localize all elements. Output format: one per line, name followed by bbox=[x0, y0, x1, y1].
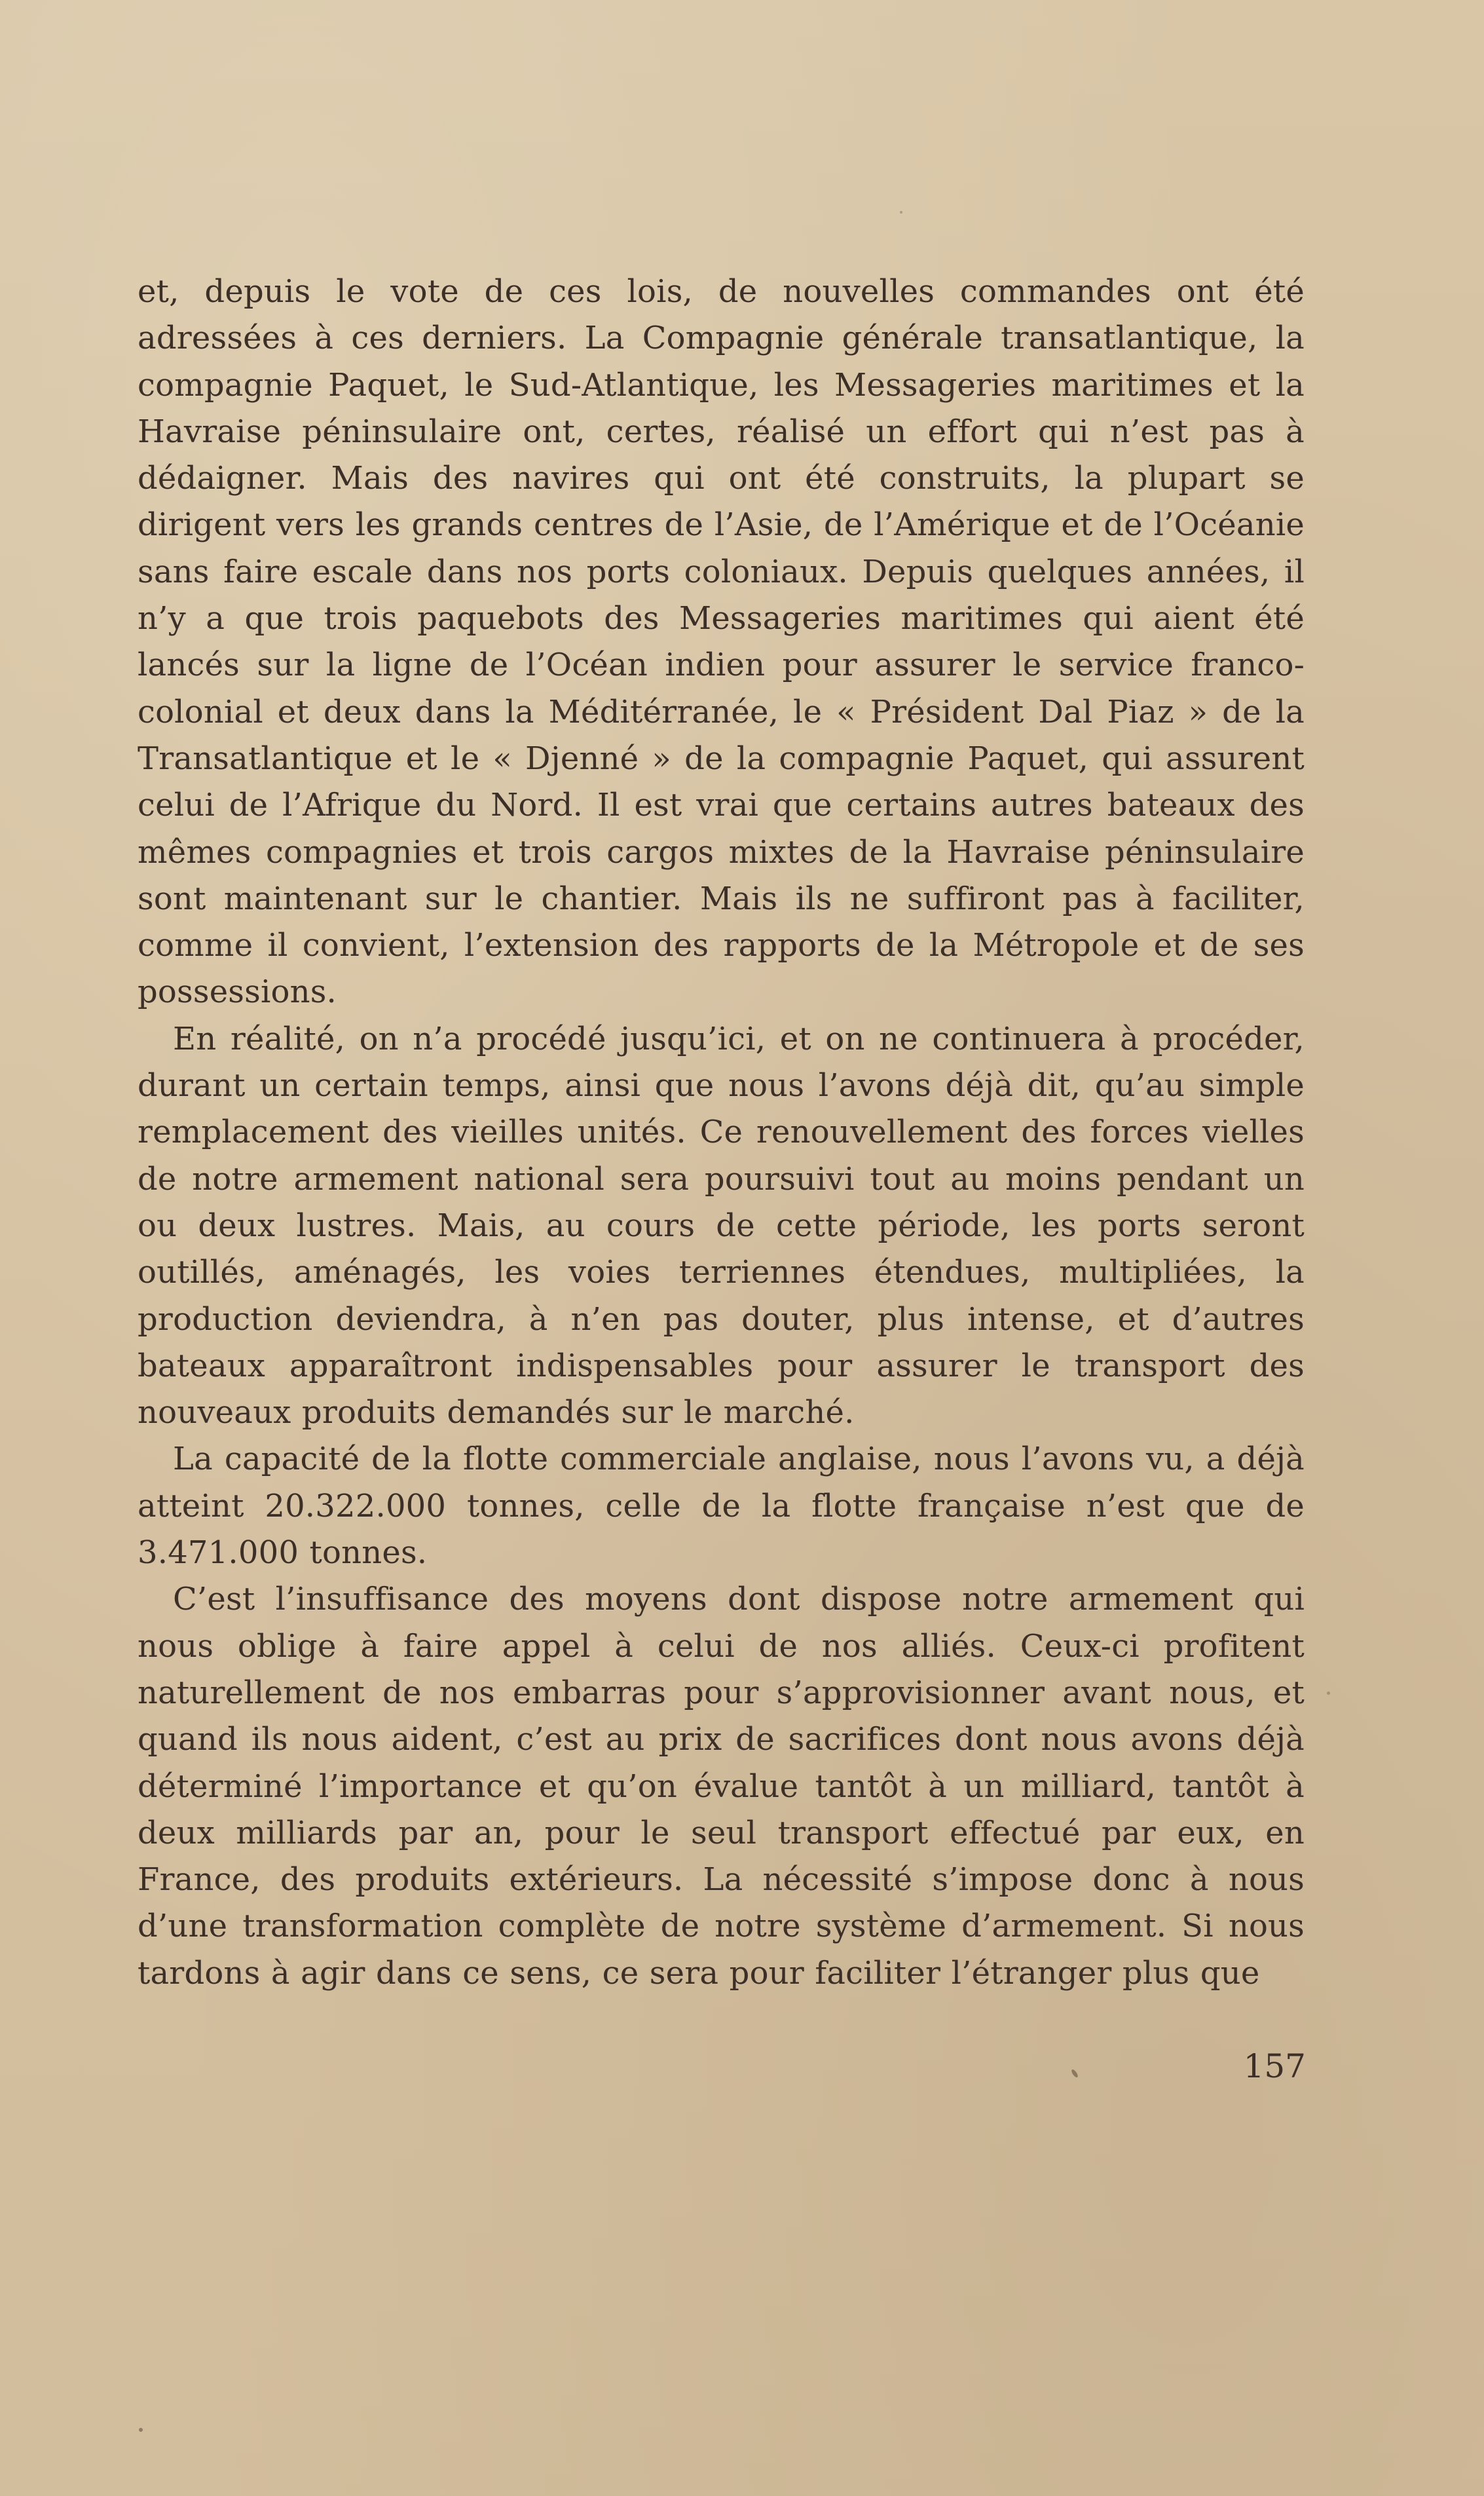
paper-speck bbox=[139, 2428, 143, 2432]
paragraph-insuffisance: C’est l’insuffisance des moyens dont dispose notre armement qui nous oblige à faire appel à celui de nos alliés. Ceux-ci profitent naturellement de nos embarras pour s’approvisionner avant nous, et quand ils nous aident, c’est au prix de sacrifices dont nous avons déjà déterminé l’importance et qu’on évalue tantôt à un milliard, tantôt à deux milliards par an, pour le seul transport effectué par eux, en France, des produits extérieurs. La nécessité s’impose donc à nous d’une transformation complète de notre système d’armement. Si nous tardons à agir dans ce sens, ce sera pour faciliter l’étranger plus que bbox=[138, 1581, 1305, 1992]
paragraph-continuation: et, depuis le vote de ces lois, de nouvelles commandes ont été adressées à ces derniers. La Compagnie générale transatlantique, la compagnie Paquet, le Sud-Atlantique, les Messageries maritimes et la Havraise péninsulaire ont, certes, réalisé un effort qui n’est pas à dédaigner. Mais des navires qui ont été construits, la plupart se dirigent vers les grands centres de l’Asie, de l’Amérique et de l’Océanie sans faire escale dans nos ports coloniaux. Depuis quelques années, il n’y a que trois paquebots des Messageries maritimes qui aient été lancés sur la ligne de l’Océan indien pour assurer le service franco-colonial et deux dans la Méditérranée, le « Président Dal Piaz » de la Transatlantique et le « Djenné » de la compagnie Paquet, qui assurent celui de l’Afrique du Nord. Il est vrai que certains autres bateaux des mêmes compagnies et trois cargos mixtes de la Havraise péninsulaire sont maintenant sur le chantier. Mais ils ne suffiront pas à faciliter, comme il convient, l’extension des rapports de la Métropole et de ses possessions. bbox=[138, 273, 1305, 1011]
paper-speck bbox=[1327, 1692, 1330, 1695]
paragraph-capacite: La capacité de la flotte commerciale anglaise, nous l’avons vu, a déjà atteint 20.322.000 tonnes, celle de la flotte française n’est que de 3.471.000 tonnes. bbox=[138, 1441, 1305, 1572]
paper-speck bbox=[900, 211, 902, 214]
paper-speck bbox=[1071, 2069, 1079, 2079]
paragraph-realite: En réalité, on n’a procédé jusqu’ici, et on ne continuera à procéder, durant un certain temps, ainsi que nous l’avons déjà dit, qu’au simple remplacement des vieilles unités. Ce renouvellement des forces vielles de notre armement national sera poursuivi tout au moins pendant un ou deux lustres. Mais, au cours de cette période, les ports seront outillés, aménagés, les voies terriennes étendues, multipliées, la production deviendra, à n’en pas douter, plus intense, et d’autres bateaux apparaîtront indispensables pour assurer le transport des nouveaux produits demandés sur le marché. bbox=[138, 1020, 1305, 1431]
page-number: 157 bbox=[1243, 2047, 1306, 2085]
body-text bbox=[138, 269, 1305, 1997]
